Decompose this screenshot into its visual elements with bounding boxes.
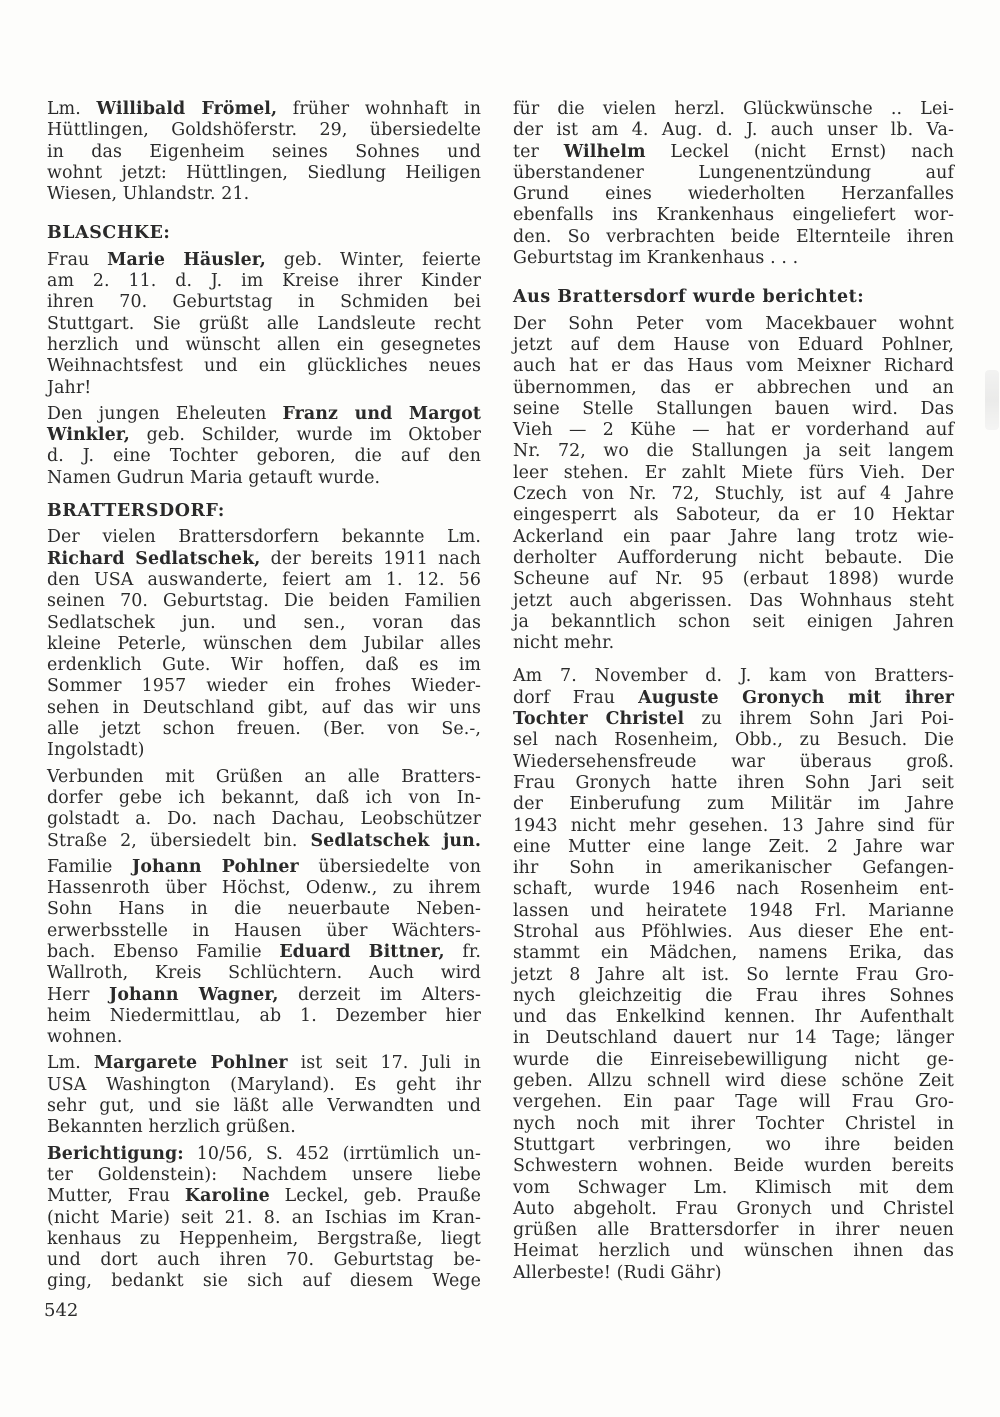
text-line: stammt ein Mädchen, namens Erika, das — [513, 943, 954, 964]
text-line: Vieh — 2 Kühe — hat er vorderhand auf — [513, 420, 954, 441]
text-line: Der vielen Brattersdorfern bekannte Lm. — [47, 527, 481, 548]
text-line: geben. Allzu schnell wird diese schöne Zeit — [513, 1071, 954, 1092]
paragraph-froemel — [47, 99, 481, 205]
text-line: Sohn Hans in die neuerbaute Neben- — [47, 899, 481, 920]
bold-name: Richard Sedlatschek, — [47, 548, 261, 569]
text-line: eingesperrt als Saboteur, da er 10 Hektar — [513, 505, 954, 526]
text-line: leer stehen. Er zahlt Miete fürs Vieh. Der — [513, 462, 954, 483]
bold-name: Margarete Pohlner — [93, 1053, 288, 1074]
text-line: Stuttgart verbringen, wo ihre beiden — [513, 1134, 954, 1155]
text-line: Wiedersehensfreude war überaus groß. — [513, 751, 954, 772]
text-line: Der Sohn Peter vom Macekbauer wohnt — [513, 313, 954, 334]
text-line: Grund eines wiederholten Herzanfalles — [513, 184, 954, 205]
text-line: ging, bedankt sie sich auf diesem Wege — [47, 1271, 481, 1292]
text-line: und das Enkelkind kennen. Ihr Aufenthalt — [513, 1007, 954, 1028]
text-line: grüßen alle Brattersdorfer in ihrer neuen — [513, 1220, 954, 1241]
text-line: Tochter Christel zu ihrem Sohn Jari Poi- — [513, 709, 954, 730]
text-line: Richard Sedlatschek, der bereits 1911 nach — [47, 548, 481, 569]
text-line: Nr. 72, wo die Stallungen ja seit langem — [513, 441, 954, 462]
text-line: den USA auswanderte, feiert am 1. 12. 56 — [47, 569, 481, 590]
text-line: nicht mehr. — [513, 633, 615, 654]
text-line: Namen Gudrun Maria getauft wurde. — [47, 467, 381, 488]
bold-name: Sedlatschek jun. — [310, 830, 481, 851]
text-line: erdenklich Gute. Wir hoffen, daß es im — [47, 655, 481, 676]
text-line: Winkler, geb. Schilder, wurde im Oktober — [47, 425, 481, 446]
bold-name: Johann Pohlner — [132, 856, 299, 877]
text-line: seine Stelle Stallungen bauen wird. Das — [513, 398, 954, 419]
text-line: Hassenroth über Höchst, Odenw., zu ihrem — [47, 878, 481, 899]
text-line: auch hat er das Haus vom Meixner Richard — [513, 356, 954, 377]
bold-name: Berichtigung: — [47, 1143, 184, 1164]
left-column — [47, 99, 481, 1293]
text-line: (nicht Marie) seit 21. 8. an Ischias im Kran- — [47, 1207, 481, 1228]
text-line: Weihnachtsfest und ein glückliches neues — [47, 356, 481, 377]
text-line: ter Wilhelm Leckel (nicht Ernst) nach — [513, 141, 954, 162]
text-line: eine Mutter eine lange Zeit. 2 Jahre war — [513, 836, 954, 857]
text-line: golstadt a. Do. nach Dachau, Leobschützer — [47, 809, 481, 830]
paragraph-berichtigung — [47, 1144, 481, 1293]
text-line: Heimat herzlich und wünschen ihnen das — [513, 1241, 954, 1262]
text-line: derholter Aufforderung nicht bebaute. Die — [513, 547, 954, 568]
page-number: 542 — [44, 1300, 79, 1321]
text-line: Ackerland ein paar Jahre lang trotz wie- — [513, 526, 954, 547]
text-line: für die vielen herzl. Glückwünsche .. Lei- — [513, 99, 954, 119]
text-line: Wiesen, Uhlandstr. 21. — [47, 184, 250, 205]
text-line: Berichtigung: 10/56, S. 452 (irrtümlich un- — [47, 1143, 481, 1164]
text-line: Lm. Margarete Pohlner ist seit 17. Juli in — [47, 1053, 481, 1074]
text-line: Czech von Nr. 72, Stuchly, ist auf 4 Jahre — [513, 484, 954, 505]
text-line: wohnen. — [47, 1027, 123, 1048]
text-line: dorfer gebe ich bekannt, daß ich von In- — [47, 787, 481, 808]
text-line: jetzt 8 Jahre alt ist. So lernte Frau Gro- — [513, 964, 954, 985]
right-column — [513, 99, 954, 1284]
bold-name: Winkler, — [47, 425, 130, 446]
text-line: Jahr! — [47, 377, 92, 398]
paragraph-winkler — [47, 404, 481, 489]
text-line: Geburtstag im Krankenhaus . . . — [513, 248, 799, 269]
bold-name: Johann Wagner, — [109, 984, 279, 1005]
text-line: Frau Marie Häusler, geb. Winter, feierte — [47, 249, 481, 270]
text-line: sel nach Rosenheim, Obb., zu Besuch. Die — [513, 730, 954, 751]
text-line: lassen und heiratete 1948 Frl. Marianne — [513, 900, 954, 921]
text-line: übernommen, das er abbrechen und an — [513, 377, 954, 398]
text-line: jetzt auch abgerissen. Das Wohnhaus steht — [513, 590, 954, 611]
scan-smudge — [985, 370, 999, 430]
text-line: schaft, wurde 1946 nach Rosenheim ent- — [513, 879, 954, 900]
text-line: jetzt auf dem Hause von Eduard Pohlner, — [513, 334, 954, 355]
paragraph-macekbauer — [513, 314, 954, 655]
text-line: und dort auch ihren 70. Geburtstag be- — [47, 1250, 481, 1271]
text-line: bach. Ebenso Familie Eduard Bittner, fr. — [47, 941, 482, 962]
text-line: Mutter, Frau Karoline Leckel, geb. Prauße — [47, 1186, 481, 1207]
text-line: wohnt jetzt: Hüttlingen, Siedlung Heiligen — [47, 162, 481, 183]
bold-name: Marie Häusler, — [107, 249, 266, 270]
text-line: Straße 2, übersiedelt bin. Sedlatschek jun. — [47, 830, 481, 851]
text-line: 1943 nicht mehr gesehen. 13 Jahre sind für — [513, 815, 954, 836]
paragraph-leckel-continued — [513, 99, 954, 269]
text-line: der ist am 4. Aug. d. J. auch unser lb. Va- — [513, 120, 954, 141]
paragraph-sedlatschek-jun — [47, 767, 481, 852]
text-line: Am 7. November d. J. kam von Bratters- — [513, 666, 954, 687]
text-line: Stuttgart. Sie grüßt alle Landsleute recht — [47, 313, 481, 334]
text-line: Scheune auf Nr. 95 (erbaut 1898) wurde — [513, 569, 954, 590]
text-line: Bekannten herzlich grüßen. — [47, 1117, 296, 1138]
text-line: dorf Frau Auguste Gronych mit ihrer — [513, 687, 954, 708]
text-line: Wallroth, Kreis Schlüchtern. Auch wird — [47, 963, 481, 984]
text-line: Schwestern wohnen. Beide wurden bereits — [513, 1156, 954, 1177]
text-line: nych gleichzeitig die Frau ihres Sohnes — [513, 985, 954, 1006]
text-line: heim Niedermittlau, ab 1. Dezember hier — [47, 1005, 481, 1026]
text-line: Den jungen Eheleuten Franz und Margot — [47, 403, 481, 424]
text-line: herzlich und wünscht allen ein gesegnetes — [47, 334, 481, 355]
bold-name: Karoline — [184, 1186, 270, 1207]
text-line: vom Schwager Lm. Klimisch mit dem — [513, 1177, 954, 1198]
text-line: kleine Peterle, wünschen dem Jubilar alles — [47, 633, 481, 654]
text-line: Sedlatschek jun. und sen., voran das — [47, 612, 481, 633]
text-line: ebenfalls ins Krankenhaus eingeliefert wor- — [513, 205, 954, 226]
text-line: Familie Johann Pohlner übersiedelte von — [47, 856, 482, 877]
paragraph-gronych — [513, 666, 954, 1284]
text-line: ihren 70. Geburtstag in Schmiden bei — [47, 292, 481, 313]
bold-name: Franz und Margot — [282, 403, 481, 424]
text-line: überstandener Lungenentzündung auf — [513, 162, 954, 183]
text-line: Verbunden mit Grüßen an alle Bratters- — [47, 766, 481, 787]
bold-name: Eduard Bittner, — [279, 941, 445, 962]
text-line: erwerbsstelle in Hausen über Wächters- — [47, 920, 481, 941]
text-line: sehr gut, und sie läßt alle Verwandten und — [47, 1096, 481, 1117]
bold-name: Willibald Frömel, — [96, 99, 278, 119]
paragraph-haeusler — [47, 250, 481, 399]
bold-name: Tochter Christel — [513, 709, 685, 730]
text-line: sehen in Deutschland gibt, auf das wir uns — [47, 697, 481, 718]
text-line: Ingolstadt) — [47, 740, 145, 761]
text-line: den. So verbrachten beide Elternteile ihren — [513, 226, 954, 247]
text-line: d. J. eine Tochter geboren, die auf den — [47, 446, 481, 467]
text-line: Auto abgeholt. Frau Gronych und Christel — [513, 1198, 954, 1219]
text-line: nych noch mit ihrer Tochter Christel in — [513, 1113, 954, 1134]
text-line: alle jetzt schon freuen. (Ber. von Se.-, — [47, 719, 481, 740]
text-line: kenhaus zu Heppenheim, Bergstraße, liegt — [47, 1228, 481, 1249]
text-line: Hüttlingen, Goldshöferstr. 29, übersiedelte — [47, 120, 481, 141]
text-line: ihr Sohn in amerikanischer Gefangen- — [513, 858, 954, 879]
text-line: ter Goldenstein): Nachdem unsere liebe — [47, 1164, 481, 1185]
text-line: in das Eigenheim seines Sohnes und — [47, 141, 481, 162]
text-line: Sommer 1957 wieder ein frohes Wieder- — [47, 676, 481, 697]
text-line: ja bekanntlich schon seit einigen Jahren — [513, 611, 954, 632]
paragraph-pohlner-family — [47, 857, 481, 1049]
text-line: Herr Johann Wagner, derzeit im Alters- — [47, 984, 481, 1005]
text-line: USA Washington (Maryland). Es geht ihr — [47, 1074, 481, 1095]
text-line: am 2. 11. d. J. im Kreise ihrer Kinder — [47, 271, 481, 292]
text-line: vergehen. Ein paar Tage will Frau Gro- — [513, 1092, 954, 1113]
text-line: Lm. Willibald Frömel, früher wohnhaft in — [47, 99, 481, 119]
text-line: seinen 70. Geburtstag. Die beiden Familien — [47, 591, 481, 612]
bold-name: Wilhelm — [563, 141, 646, 162]
text-line: in Deutschland dauert nur 14 Tage; länger — [513, 1028, 954, 1049]
section-heading-blaschke: BLASCHKE: — [47, 223, 171, 244]
text-line: Strohal aus Pföhlwies. Aus dieser Ehe ent- — [513, 921, 954, 942]
section-heading-brattersdorf: BRATTERSDORF: — [47, 501, 225, 522]
text-line: der Einberufung zum Militär im Jahre — [513, 794, 954, 815]
paragraph-sedlatschek — [47, 527, 481, 761]
paragraph-margarete-pohlner — [47, 1053, 481, 1138]
text-line: wurde die Einreisebewilligung nicht ge- — [513, 1049, 954, 1070]
text-line: Frau Gronych hatte ihren Sohn Jari seit — [513, 772, 954, 793]
text-line: Allerbeste! (Rudi Gähr) — [513, 1262, 722, 1283]
section-heading-aus-brattersdorf: Aus Brattersdorf wurde berichtet: — [513, 287, 865, 308]
bold-name: Auguste Gronych mit ihrer — [638, 687, 954, 708]
